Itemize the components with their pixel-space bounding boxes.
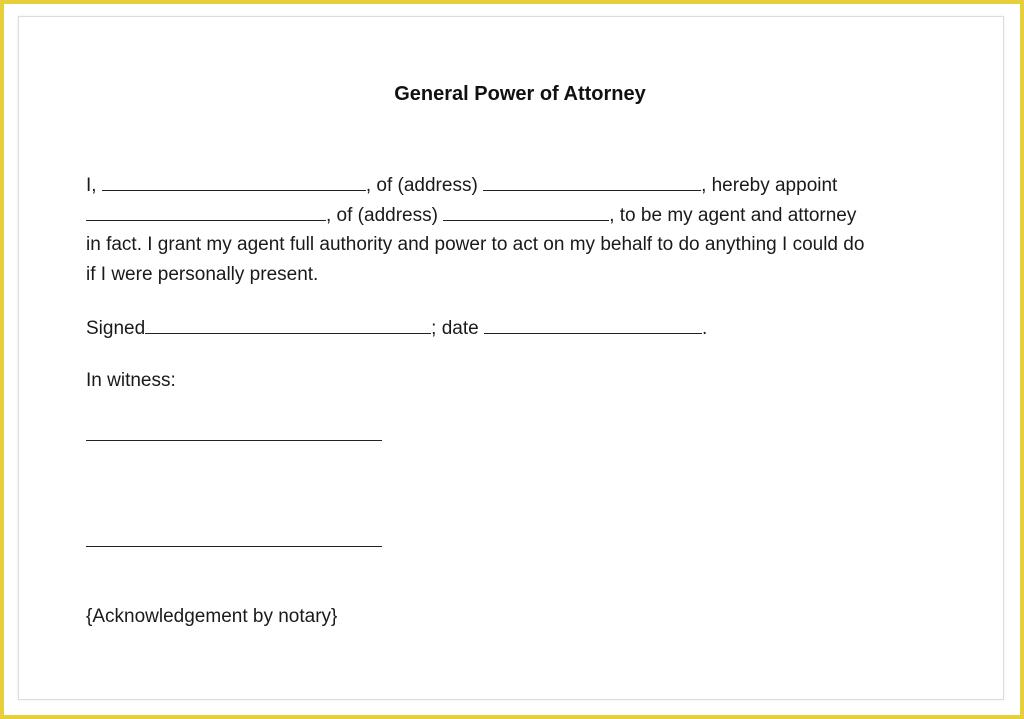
agent-name-blank[interactable] <box>86 203 326 221</box>
paragraph-line-3: in fact. I grant my agent full authority and power to act on my behalf to do anything I could do <box>86 234 865 255</box>
date-label: ; date <box>431 318 484 339</box>
date-blank[interactable] <box>484 316 702 334</box>
paragraph-line-1 <box>86 173 837 198</box>
principal-address-blank[interactable] <box>483 173 701 191</box>
signed-line <box>86 316 707 341</box>
text-segment: , to be my agent and attorney <box>609 205 857 226</box>
agent-address-blank[interactable] <box>443 203 609 221</box>
principal-name-blank[interactable] <box>102 173 366 191</box>
text-segment: , hereby appoint <box>701 175 838 196</box>
paragraph-line-4: if I were personally present. <box>86 264 319 285</box>
document-title: General Power of Attorney <box>394 83 646 105</box>
text-segment: I, <box>86 175 102 196</box>
text-segment: , of (address) <box>365 175 484 196</box>
witness-signature-line-1[interactable] <box>86 440 382 441</box>
witness-label: In witness: <box>86 370 176 391</box>
signature-blank[interactable] <box>145 316 431 334</box>
text-segment: , of (address) <box>326 205 444 226</box>
witness-signature-line-2[interactable] <box>86 546 382 547</box>
signed-label: Signed <box>86 318 146 339</box>
paragraph-line-2 <box>86 203 856 228</box>
notary-acknowledgement: {Acknowledgement by notary} <box>86 606 338 627</box>
signed-end: . <box>702 318 708 339</box>
document-page <box>18 16 1004 700</box>
